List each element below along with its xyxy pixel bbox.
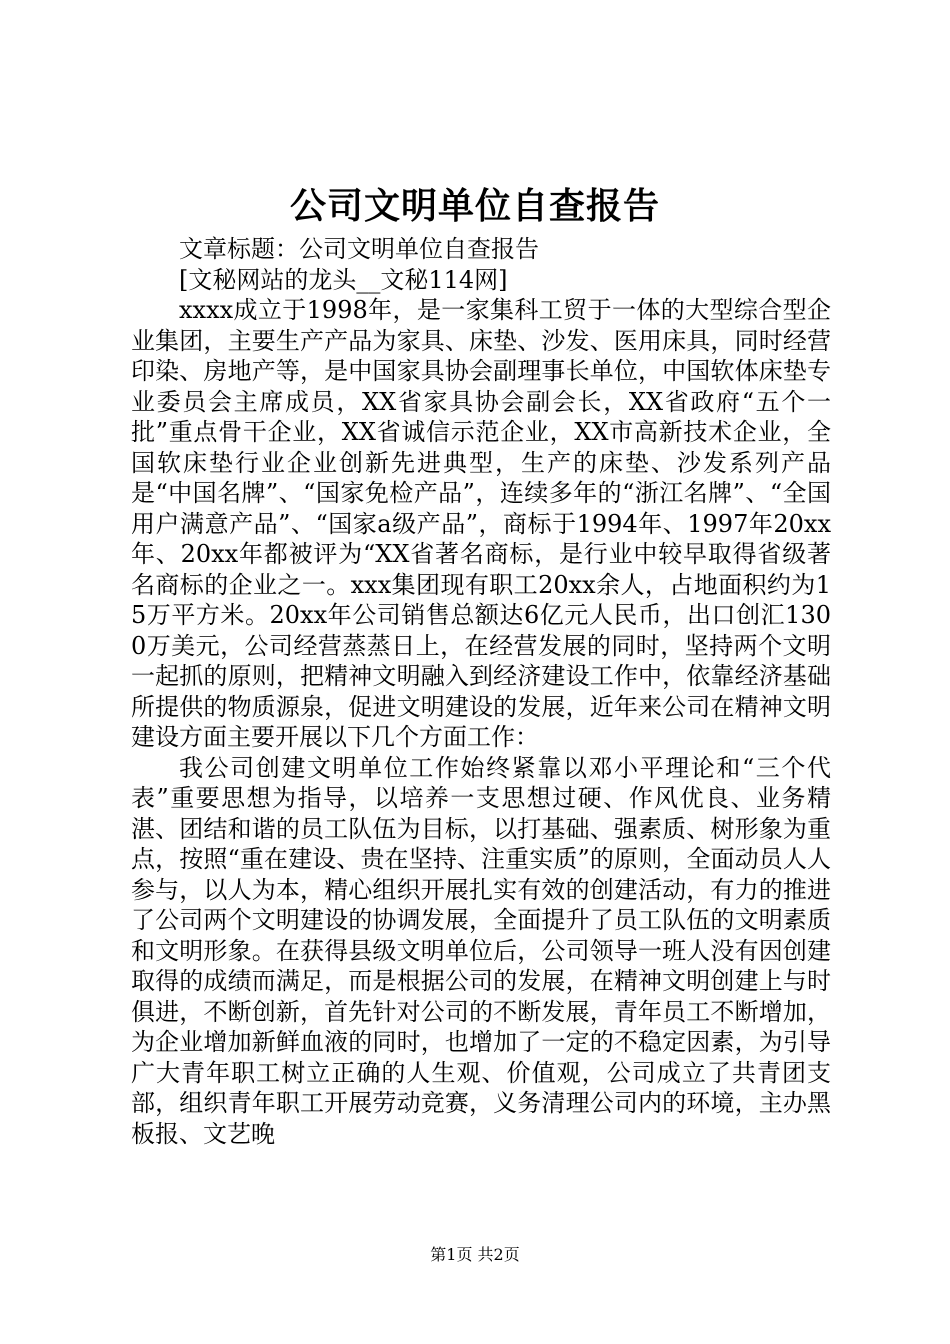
page-number-footer: 第1页 共2页: [430, 1245, 520, 1264]
document-body: [131, 234, 831, 1149]
article-title-line: 文章标题：公司文明单位自查报告: [179, 235, 539, 263]
source-line: [文秘网站的龙头__文秘114网]: [179, 265, 508, 294]
document-title: 公司文明单位自查报告: [289, 185, 660, 227]
body-paragraph: xxxx成立于1998年，是一家集科工贸于一体的大型综合型企业集团，主要生产产品为家具、床垫、沙发、医用床具，同时经营印染、房地产等，是中国家具协会副理事长单位，中国软体床垫专业委员会主席成员，XX省家具协会副会长，XX省政府“五个一批”重点骨干企业，XX省诚信示范企业，XX市高新技术企业，全国软床垫行业企业创新先进典型，生产的床垫、沙发系列产品是“中国名牌”、“国家免检产品”，连续多年的“浙江名牌”、“全国用户满意产品”、“国家a级产品”，商标于1994年、1997年20xx年、20xx年都被评为“XX省著名商标，是行业中较早取得省级著名商标的企业之一。xxx集团现有职工20xx余人，占地面积约为15万平方米。20xx年公司销售总额达6亿元人民币，出口创汇1300万美元，公司经营蒸蒸日上，在经营发展的同时，坚持两个文明一起抓的原则，把精神文明融入到经济建设工作中，依靠经济基础所提供的物质源泉，促进文明建设的发展，近年来公司在精神文明建设方面主要开展以下几个方面工作：: [131, 296, 831, 751]
body-paragraph: 我公司创建文明单位工作始终紧靠以邓小平理论和“三个代表”重要思想为指导，以培养一支思想过硬、作风优良、业务精湛、团结和谐的员工队伍为目标，以打基础、强素质、树形象为重点，按照“重在建设、贵在坚持、注重实质”的原则，全面动员人人参与，以人为本，精心组织开展扎实有效的创建活动，有力的推进了公司两个文明建设的协调发展，全面提升了员工队伍的文明素质和文明形象。在获得县级文明单位后，公司领导一班人没有因创建取得的成绩而满足，而是根据公司的发展，在精神文明创建上与时俱进，不断创新，首先针对公司的不断发展，青年员工不断增加，为企业增加新鲜血液的同时，也增加了一定的不稳定因素，为引导广大青年职工树立正确的人生观、价值观，公司成立了共青团支部，组织青年职工开展劳动竞赛，义务清理公司内的环境，主办黑板报、文艺晚: [131, 753, 831, 1148]
